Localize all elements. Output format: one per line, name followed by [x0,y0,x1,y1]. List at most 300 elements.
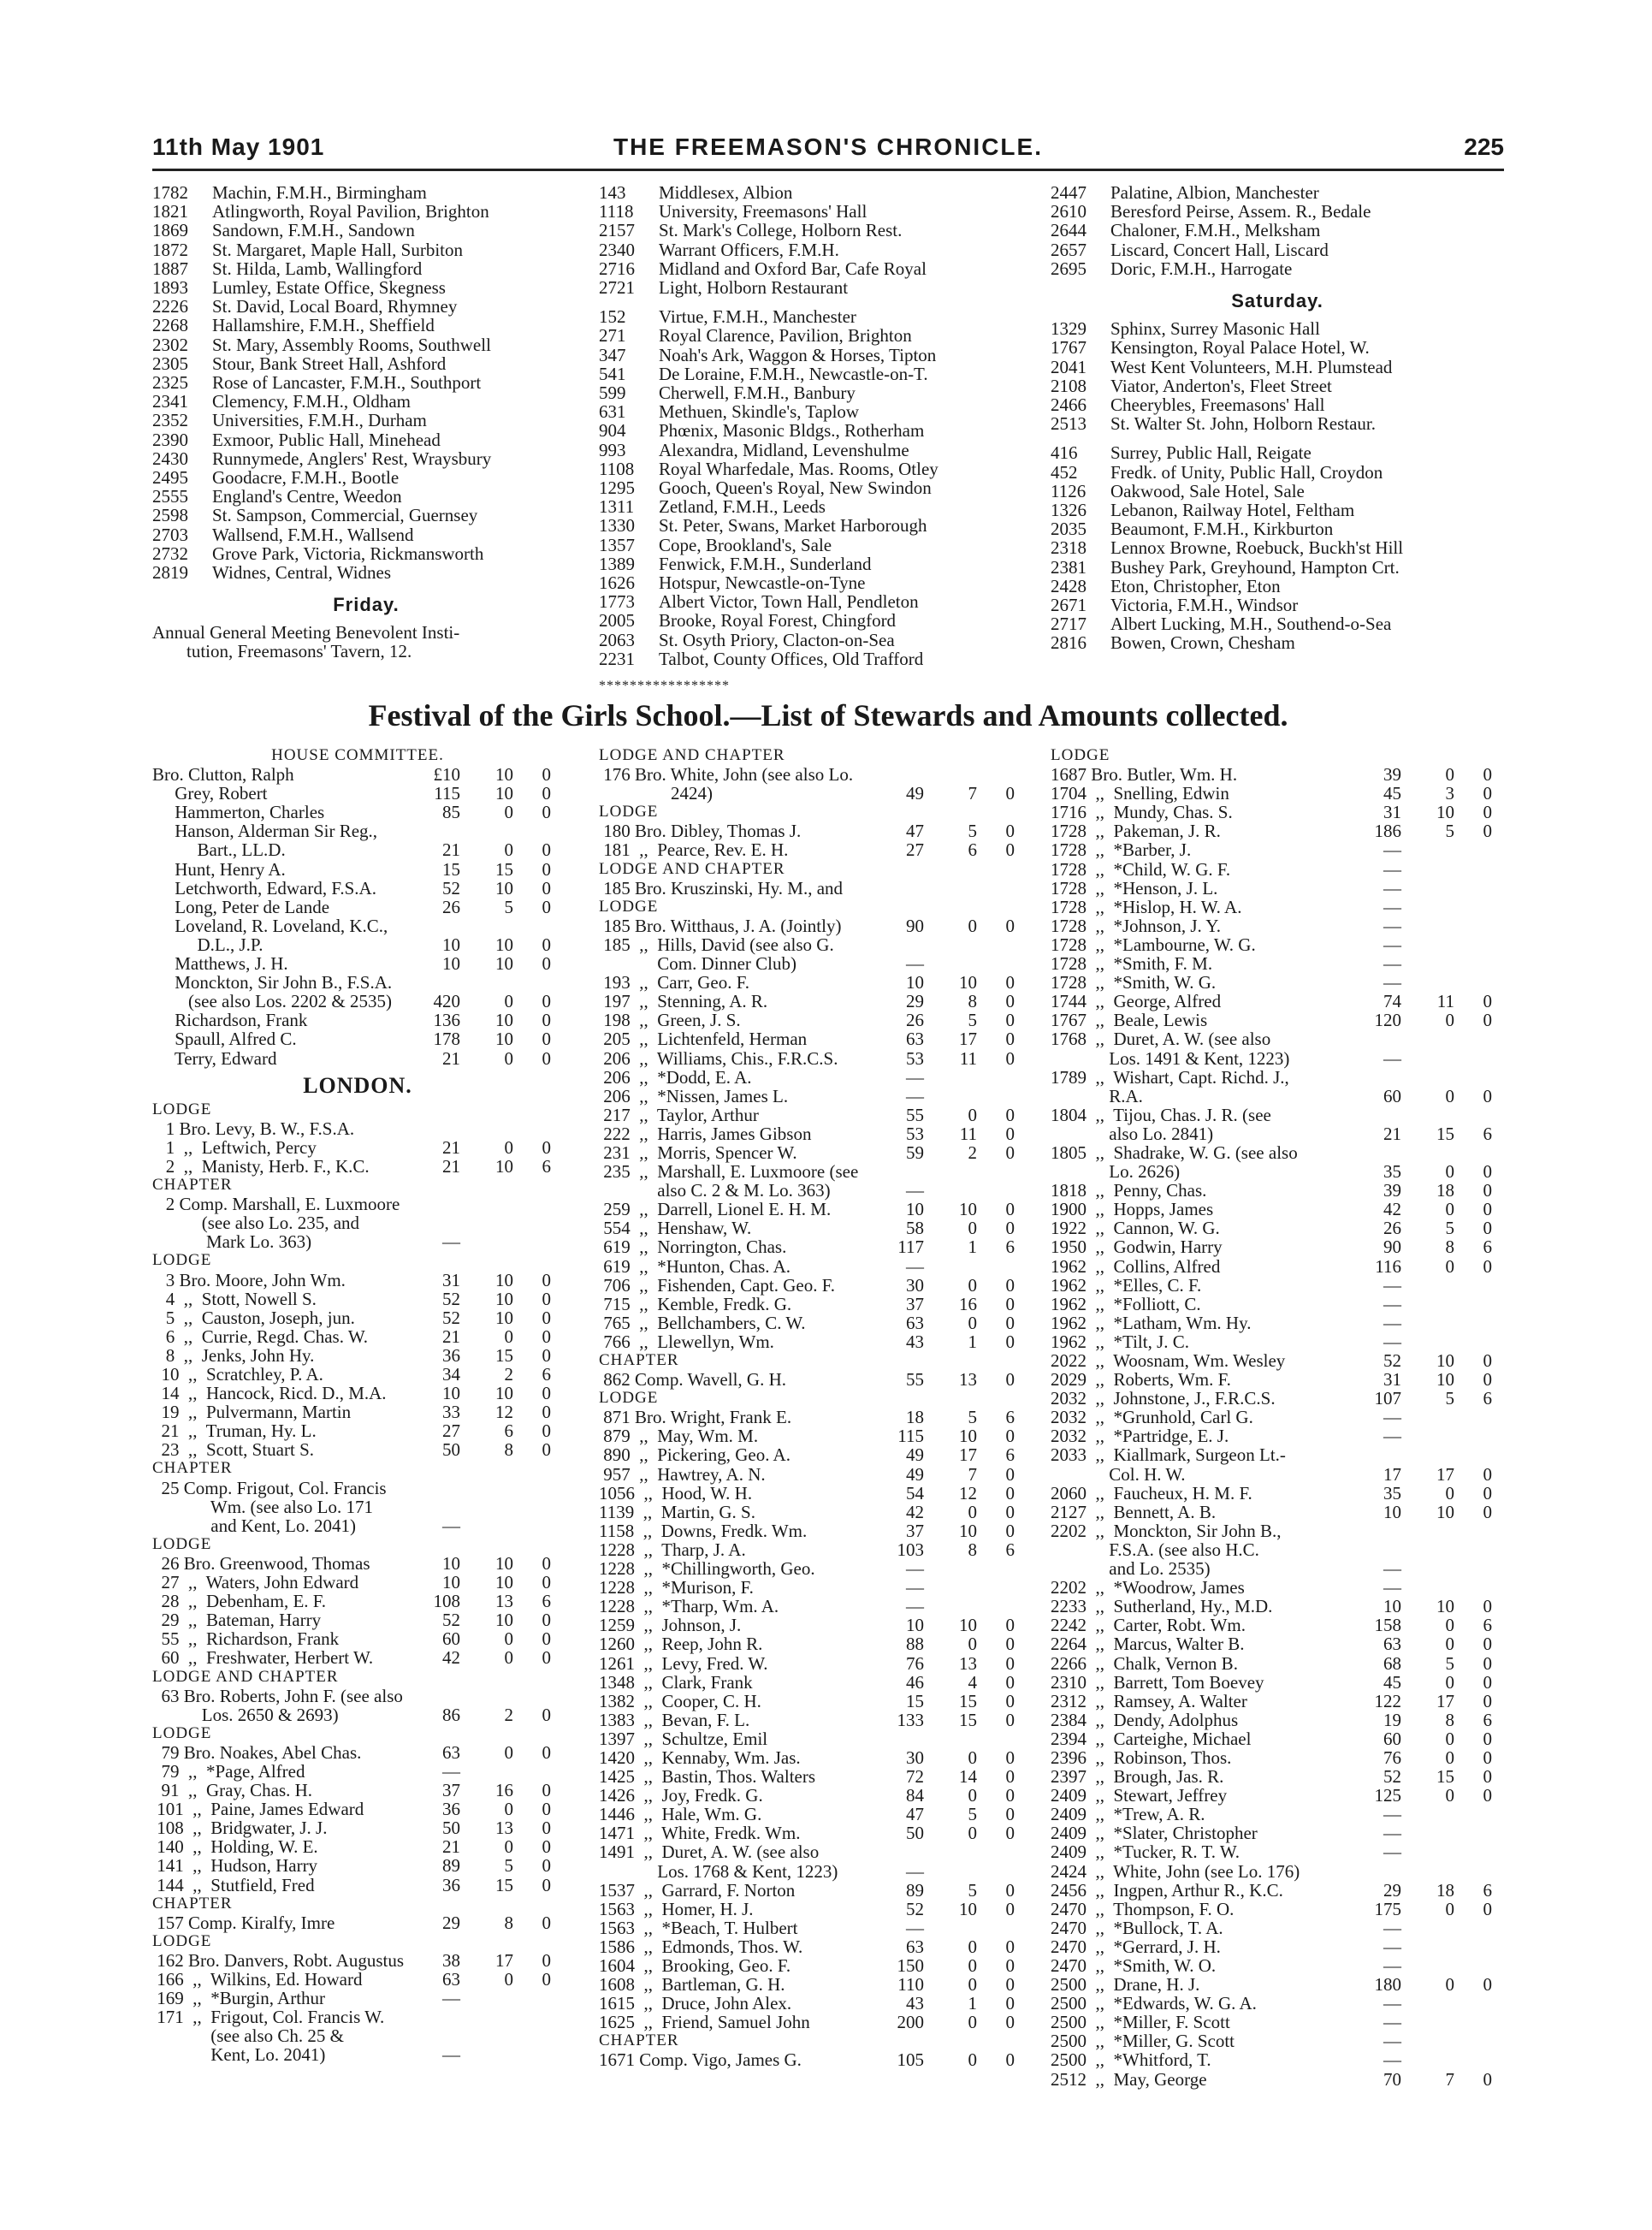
lodge-number: 1326 [1051,500,1087,521]
steward-row [599,1087,1027,1106]
amount-pounds: 136 [433,1010,460,1031]
amount-pounds: 60 [1383,1728,1401,1749]
lodge-number: 2325 [152,372,188,394]
lodge-venue: Palatine, Albion, Manchester [1110,182,1319,203]
steward-row [1051,1842,1504,1861]
amount-pounds: 88 [906,1634,924,1655]
stewards-column-3 [1051,746,1504,2089]
lodge-number: 1782 [152,182,188,203]
steward-row [1051,992,1504,1011]
steward-name: 1728 ,, *Henson, J. L. [1051,877,1218,899]
steward-row [152,2026,563,2045]
steward-row [599,1219,1027,1237]
steward-name: 14 ,, Hancock, Ricd. D., M.A. [152,1383,387,1404]
stewards-column-2 [599,746,1027,2070]
steward-row [599,1237,1027,1256]
steward-name: 1962 ,, *Tilt, J. C. [1051,1331,1190,1352]
steward-name: 890 ,, Pickering, Geo. A. [599,1444,790,1466]
steward-row [1051,1389,1504,1408]
steward-row [152,1138,563,1157]
lodge-venue: Bowen, Crown, Chesham [1110,632,1295,654]
meeting-entry [599,202,1044,221]
amount-pounds: — [1383,1993,1401,2014]
amount-pence: 6 [1483,1615,1492,1636]
amount-shillings: 7 [968,783,977,804]
meeting-entry [599,221,1044,240]
amount-pounds: 420 [433,991,460,1012]
lodge-number: 1773 [599,591,635,613]
steward-name: 2470 ,, *Smith, W. O. [1051,1955,1217,1976]
steward-row [1051,1956,1504,1975]
steward-name: 2470 ,, *Bullock, T. A. [1051,1917,1223,1938]
steward-name: 8 ,, Jenks, John Hy. [152,1344,315,1366]
amount-pounds: 76 [906,1652,924,1674]
steward-name: 2396 ,, Robinson, Thos. [1051,1747,1232,1768]
steward-row [599,935,1027,954]
lodge-venue: Virtue, F.M.H., Manchester [659,306,856,328]
steward-name: 1805 ,, Shadrake, W. G. (see also [1051,1142,1298,1163]
amount-pence: 0 [1005,1785,1015,1806]
steward-row [1051,1729,1504,1748]
meeting-entry [599,555,1044,573]
friday-note-line: tution, Freemasons' Tavern, 12. [187,641,412,662]
steward-name: 1728 ,, Pakeman, J. R. [1051,821,1221,842]
amount-pounds: 45 [1383,783,1401,804]
lodge-number: 2717 [1051,614,1087,635]
meeting-entry [1051,240,1504,259]
amount-shillings: 0 [968,1936,977,1957]
lodge-number: 2447 [1051,182,1087,203]
amount-pence: 0 [542,1344,551,1366]
steward-row [152,1049,563,1068]
steward-row [152,803,563,821]
amount-pounds: — [1383,2031,1401,2052]
amount-pence: 0 [1005,1274,1015,1296]
amount-pounds: 133 [897,1709,924,1730]
section-label [152,1176,563,1195]
amount-pounds: 180 [1374,1974,1401,1996]
section-label-text: LODGE [599,803,659,821]
amount-pounds: 90 [906,915,924,936]
steward-name: 79 ,, *Page, Alfred [152,1760,305,1782]
meeting-entry [599,649,1044,668]
lodge-number: 904 [599,420,626,442]
lodge-number: 2703 [152,524,188,545]
amount-shillings: 15 [959,1690,977,1711]
lodge-venue: Hallamshire, F.M.H., Sheffield [212,315,435,336]
meeting-entry [599,592,1044,611]
lodge-number: 2268 [152,315,188,336]
steward-row [152,1876,563,1895]
amount-shillings: 17 [959,1029,977,1050]
steward-name: also C. 2 & M. Lo. 363) [599,1180,831,1201]
steward-row [599,1900,1027,1919]
lodge-number: 1767 [1051,337,1087,359]
amount-shillings: 0 [968,2049,977,2071]
lodge-venue: Royal Wharfedale, Mas. Rooms, Otley [659,458,939,479]
steward-name: 2512 ,, May, George [1051,2068,1207,2090]
steward-name: 2202 ,, Monckton, Sir John B., [1051,1520,1282,1541]
amount-shillings: 10 [495,1610,513,1631]
steward-name: Bro. Clutton, Ralph [152,764,294,786]
lodge-number: 152 [599,306,626,328]
lodge-number: 2157 [599,220,635,241]
amount-shillings: 5 [1445,821,1454,842]
amount-pounds: 53 [906,1123,924,1144]
amount-pounds: — [906,953,924,975]
steward-name: 1158 ,, Downs, Fredk. Wm. [599,1520,808,1541]
amount-shillings: 0 [504,802,513,823]
amount-pence: 0 [1005,1993,1015,2014]
lodge-number: 2226 [152,296,188,317]
steward-name: 2033 ,, Kiallmark, Surgeon Lt.- [1051,1444,1286,1466]
lodge-venue: St. David, Local Board, Rhymney [212,296,458,317]
amount-pence: 0 [542,1269,551,1290]
steward-row [599,1162,1027,1181]
lodge-number: 2598 [152,505,188,526]
steward-name: 1615 ,, Druce, John Alex. [599,1993,792,2014]
steward-name: 1425 ,, Bastin, Thos. Walters [599,1766,816,1788]
steward-name: 2424) [599,783,713,804]
steward-row [1051,860,1504,879]
steward-row [152,1232,563,1251]
amount-pounds: 10 [442,934,460,955]
steward-row [1051,954,1504,973]
steward-name: 2127 ,, Bennett, A. B. [1051,1501,1217,1522]
steward-name: 1259 ,, Johnson, J. [599,1615,742,1636]
amount-pence: 0 [1005,1652,1015,1674]
page-header [152,128,1504,166]
steward-row [152,1346,563,1365]
steward-row [1051,784,1504,803]
amount-pounds: 38 [442,1949,460,1971]
steward-name: 1382 ,, Cooper, C. H. [599,1690,761,1711]
lodge-venue: Talbot, County Offices, Old Trafford [659,648,924,669]
lodge-number: 452 [1051,461,1078,483]
meeting-entry [152,335,580,354]
amount-shillings: 10 [495,1029,513,1050]
lodge-venue: St. Peter, Swans, Market Harborough [659,515,927,537]
steward-row [152,1011,563,1029]
steward-row [1051,1237,1504,1256]
steward-row [1051,1919,1504,1937]
steward-row [152,935,563,954]
steward-name: 2384 ,, Dendy, Adolphus [1051,1709,1239,1730]
steward-name: 169 ,, *Burgin, Arthur [152,1988,326,2009]
steward-name: Los. 1768 & Kent, 1223) [599,1860,838,1882]
steward-name: 2202 ,, *Woodrow, James [1051,1577,1245,1598]
steward-name: Mark Lo. 363) [152,1231,312,1253]
masthead-title: THE FREEMASON'S CHRONICLE. [613,133,1043,160]
amount-pence: 6 [542,1155,551,1177]
amount-pence: 0 [542,1029,551,1050]
meeting-entry [599,631,1044,649]
amount-pounds: 76 [1383,1747,1401,1768]
amount-pounds: 21 [1383,1123,1401,1144]
steward-name: 765 ,, Bellchambers, C. W. [599,1312,806,1333]
amount-pence: 0 [542,1439,551,1461]
amount-pence: 0 [1005,1029,1015,1050]
amount-shillings: 15 [959,1709,977,1730]
steward-row [152,2008,563,2026]
steward-name: 1767 ,, Beale, Lewis [1051,1010,1208,1031]
amount-pence: 0 [1005,1634,1015,1655]
meeting-list [1051,319,1504,433]
amount-shillings: 0 [968,1274,977,1296]
amount-pounds: — [1383,2049,1401,2071]
steward-name: 2409 ,, Stewart, Jeffrey [1051,1785,1228,1806]
steward-name: Matthews, J. H. [152,953,288,975]
meeting-entry [1051,633,1504,652]
amount-pounds: 63 [442,1969,460,1990]
amount-shillings: 11 [1436,991,1454,1012]
amount-pounds: — [1383,1842,1401,1863]
amount-pounds: 55 [906,1104,924,1125]
meeting-entry [152,544,580,563]
amount-shillings: 17 [1436,1690,1454,1711]
amount-pounds: 70 [1383,2068,1401,2090]
amount-pounds: — [1383,934,1401,955]
steward-row [599,1332,1027,1351]
amount-pounds: 108 [433,1591,460,1612]
steward-name: and Lo. 2535) [1051,1558,1211,1580]
amount-pounds: 55 [906,1369,924,1391]
steward-row [1051,1124,1504,1143]
steward-row [152,1421,563,1440]
steward-name: 185 Bro. Witthaus, J. A. (Jointly) [599,915,842,936]
lodge-number: 2671 [1051,595,1087,616]
steward-row [152,1271,563,1290]
amount-shillings: 10 [495,934,513,955]
lodge-venue: Machin, F.M.H., Birmingham [212,182,427,203]
steward-row [599,916,1027,935]
lodge-venue: Widnes, Central, Widnes [212,562,392,584]
meeting-entry [1051,538,1504,557]
steward-name: 180 Bro. Dibley, Thomas J. [599,821,802,842]
steward-name: 2500 ,, *Miller, F. Scott [1051,2012,1230,2033]
amount-pounds: 116 [1375,1255,1401,1277]
amount-shillings: 10 [495,1010,513,1031]
amount-pounds: 85 [442,802,460,823]
steward-name: 554 ,, Henshaw, W. [599,1218,752,1239]
amount-pence: 0 [1005,972,1015,993]
steward-row [1051,1200,1504,1219]
meeting-entry [152,468,580,487]
amount-shillings: 0 [504,1799,513,1820]
steward-name: 2470 ,, *Gerrard, J. H. [1051,1936,1221,1957]
lodge-number: 2108 [1051,375,1087,396]
amount-pence: 0 [542,1818,551,1839]
steward-row [599,1994,1027,2013]
amount-pence: 0 [1005,1104,1015,1125]
amount-pence: 0 [1005,1766,1015,1788]
lodge-venue: Gooch, Queen's Royal, New Swindon [659,477,932,499]
amount-pounds: — [1383,1047,1401,1069]
lodge-venue: Grove Park, Victoria, Rickmansworth [212,543,484,564]
meeting-entry [1051,414,1504,433]
amount-pounds: 122 [1374,1690,1401,1711]
amount-pounds: 200 [897,2012,924,2033]
section-label-text: CHAPTER [152,1459,233,1478]
steward-name: 91 ,, Gray, Chas. H. [152,1780,313,1801]
amount-shillings: 10 [959,972,977,993]
meeting-entry [599,497,1044,516]
amount-pence: 0 [1005,1501,1015,1522]
steward-row [152,1213,563,1232]
steward-row [599,1124,1027,1143]
amount-pounds: 10 [442,1572,460,1593]
steward-row [152,1290,563,1308]
steward-row [152,1573,563,1592]
steward-row [152,1913,563,1932]
amount-pence: 0 [542,1799,551,1820]
meeting-entry [152,373,580,392]
amount-pence: 0 [1005,1312,1015,1333]
amount-shillings: 2 [504,1704,513,1725]
amount-shillings: 3 [1445,783,1454,804]
steward-row [1051,1295,1504,1314]
meeting-entry [1051,443,1504,462]
steward-row [599,1503,1027,1521]
steward-row [599,1767,1027,1786]
lodge-number: 1389 [599,553,635,574]
amount-pence: 0 [1005,915,1015,936]
amount-pounds: 27 [906,839,924,861]
steward-name: 1261 ,, Levy, Fred. W. [599,1652,768,1674]
lodge-number: 1118 [599,201,634,222]
section-label-text: LODGE [152,1534,212,1553]
steward-name: 19 ,, Pulvermann, Martin [152,1402,352,1423]
steward-name: 197 ,, Stenning, A. R. [599,991,768,1012]
meeting-entry [599,402,1044,421]
amount-pence: 0 [1483,1482,1492,1503]
amount-pounds: 43 [906,1331,924,1352]
amount-pence: 0 [1483,1766,1492,1788]
lodge-number: 2819 [152,562,188,584]
amount-shillings: 0 [1445,1785,1454,1806]
meeting-entry [1051,319,1504,338]
amount-shillings: 0 [1445,1085,1454,1106]
steward-name: 2312 ,, Ramsey, A. Walter [1051,1690,1247,1711]
steward-name: (see also Los. 2202 & 2535) [152,991,392,1012]
meeting-entry [152,487,580,506]
amount-shillings: 0 [1445,1728,1454,1749]
lodge-number: 1126 [1051,480,1087,501]
steward-row [1051,1219,1504,1237]
steward-name: 1228 ,, *Murison, F. [599,1577,754,1598]
amount-shillings: 13 [959,1369,977,1391]
amount-pounds: 72 [906,1766,924,1788]
lodge-venue: St. Margaret, Maple Hall, Surbiton [212,239,463,260]
lodge-venue: Universities, F.M.H., Durham [212,410,427,431]
steward-name: 2233 ,, Sutherland, Hy., M.D. [1051,1596,1273,1617]
steward-name: 23 ,, Scott, Stuart S. [152,1439,315,1461]
amount-pounds: 31 [442,1269,460,1290]
steward-row [1051,2013,1504,2031]
lodge-venue: Zetland, F.M.H., Leeds [659,496,826,518]
amount-pounds: 26 [1383,1218,1401,1239]
steward-name: 25 Comp. Frigout, Col. Francis [152,1477,387,1498]
lodge-number: 1869 [152,220,188,241]
steward-row [1051,1503,1504,1521]
lodge-venue: Midland and Oxford Bar, Cafe Royal [659,258,927,279]
amount-pence: 0 [1005,1709,1015,1730]
steward-name: 193 ,, Carr, Geo. F. [599,972,749,993]
lodge-number: 2302 [152,334,188,355]
amount-pence: 0 [542,896,551,917]
lodge-venue: Cheerybles, Freemasons' Hall [1110,394,1325,416]
steward-name: 28 ,, Debenham, E. F. [152,1591,327,1612]
meeting-entry [599,460,1044,478]
steward-name: Hanson, Alderman Sir Reg., [152,821,378,842]
steward-row [152,992,563,1011]
amount-pence: 0 [1005,1426,1015,1447]
amount-pence: 0 [542,764,551,786]
lodge-number: 143 [599,182,626,203]
steward-name: 2029 ,, Roberts, Wm. F. [1051,1369,1231,1391]
steward-row [599,840,1027,859]
steward-name: and Kent, Lo. 2041) [152,1515,356,1536]
steward-row [152,1705,563,1724]
steward-row [599,1559,1027,1578]
lodge-number: 2005 [599,610,635,632]
steward-name: 21 ,, Truman, Hy. L. [152,1420,317,1442]
amount-pounds: 27 [442,1420,460,1442]
steward-name: Long, Peter de Lande [152,896,330,917]
amount-pence: 0 [542,858,551,880]
meeting-entry [1051,577,1504,596]
amount-shillings: 5 [1445,1388,1454,1409]
meeting-entry [599,307,1044,326]
meeting-list [599,307,1044,668]
steward-row [1051,2050,1504,2069]
amount-shillings: 0 [1445,1199,1454,1220]
steward-row [599,1692,1027,1711]
meeting-entry [599,441,1044,460]
steward-row [1051,1786,1504,1805]
steward-name: 235 ,, Marshall, E. Luxmoore (see [599,1161,859,1183]
steward-name: 1671 Comp. Vigo, James G. [599,2049,802,2071]
amount-pounds: 49 [906,1463,924,1485]
steward-row [599,2013,1027,2031]
meeting-entry [1051,558,1504,577]
amount-pence: 0 [542,1010,551,1031]
lodge-number: 1329 [1051,318,1087,340]
amount-pence: 0 [1483,1785,1492,1806]
amount-shillings: 5 [968,821,977,842]
amount-shillings: 0 [504,1969,513,1990]
steward-name: 2500 ,, Drane, H. J. [1051,1974,1200,1996]
amount-shillings: 0 [968,2012,977,2033]
saturday-heading: Saturday. [1231,290,1323,312]
steward-row [152,840,563,859]
amount-pounds: 107 [1374,1388,1401,1409]
section-label-text: LODGE [1051,746,1110,764]
steward-name: Terry, Edward [152,1047,277,1069]
steward-name: 1228 ,, Tharp, J. A. [599,1539,746,1560]
amount-pounds: 50 [906,1823,924,1844]
section-label-text: LODGE [152,1723,212,1742]
amount-pounds: 18 [906,1407,924,1428]
lodge-venue: Warrant Officers, F.M.H. [659,239,839,260]
steward-name: 206 ,, *Dodd, E. A. [599,1066,752,1088]
lodge-number: 2041 [1051,356,1087,377]
amount-pounds: — [442,1515,460,1536]
lodge-venue: St. Mary, Assembly Rooms, Southwell [212,334,491,355]
steward-row [152,860,563,879]
amount-shillings: 8 [1445,1709,1454,1730]
lodge-venue: Rose of Lancaster, F.M.H., Southport [212,372,482,394]
